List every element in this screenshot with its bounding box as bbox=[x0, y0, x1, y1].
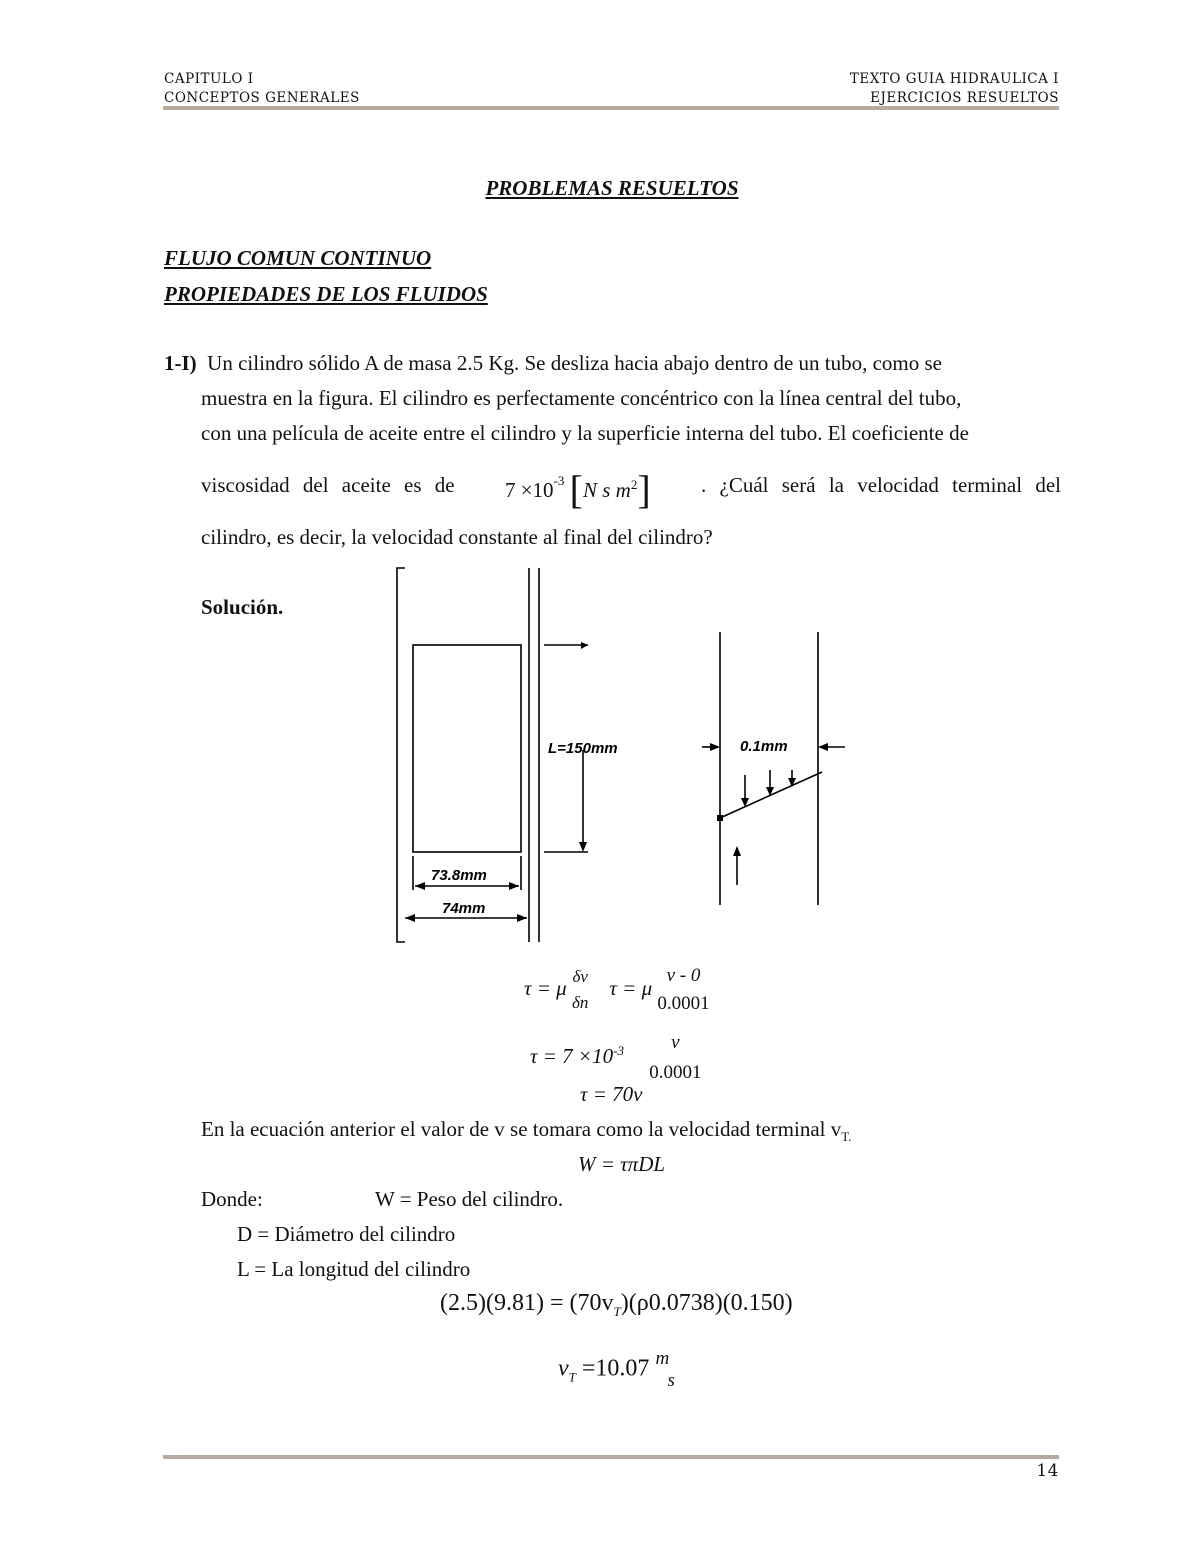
header-right bbox=[850, 70, 1059, 108]
eq6-den: s bbox=[667, 1370, 675, 1391]
viscosity-unit: N s m bbox=[582, 478, 631, 502]
equation-simplified: τ = 70v bbox=[580, 1082, 643, 1106]
footer-rule bbox=[163, 1455, 1059, 1459]
eq5-sub: T bbox=[613, 1303, 621, 1319]
length-top-arrowhead bbox=[581, 642, 588, 649]
velocity-profile-line bbox=[720, 772, 822, 818]
header-chapter: CAPITULO I bbox=[164, 71, 254, 87]
viscosity-value: 7 ×10 bbox=[504, 478, 554, 502]
problem-line-1: Un cilindro sólido A de masa 2.5 Kg. Se desliza hacia abajo dentro de un tubo, como se bbox=[207, 351, 943, 375]
eq2-num: v bbox=[671, 1032, 680, 1053]
outer-diameter-label: 74mm bbox=[442, 900, 486, 917]
problem-line-5: cilindro, es decir, la velocidad constante al final del cilindro? bbox=[201, 525, 713, 549]
eq1-num: δv bbox=[572, 967, 588, 986]
problem-statement bbox=[164, 346, 1064, 451]
eq6-v: v bbox=[558, 1355, 569, 1382]
length-label: L=150mm bbox=[548, 740, 618, 757]
definition-donde: Donde: bbox=[201, 1187, 263, 1211]
eq1-right: τ = μ bbox=[609, 975, 653, 1000]
eq1-r-num: v - 0 bbox=[666, 965, 701, 986]
header-rule bbox=[163, 106, 1059, 110]
header-book: TEXTO GUIA HIDRAULICA I bbox=[849, 71, 1059, 87]
equation-weight: W = τπDL bbox=[578, 1152, 666, 1176]
definition-length: L = La longitud del cilindro bbox=[237, 1257, 471, 1281]
header-topic: CONCEPTOS GENERALES bbox=[164, 90, 360, 106]
viscosity-expression: $7 \times 10^{-3}$ [N s $m^2$] bbox=[504, 467, 651, 512]
eq6-num: m bbox=[655, 1348, 670, 1369]
equation-balance bbox=[440, 1290, 793, 1320]
equation-result bbox=[558, 1348, 675, 1392]
inner-diameter-label: 73.8mm bbox=[431, 867, 487, 884]
equation-shear-stress bbox=[524, 962, 710, 1018]
length-bottom-arrowhead bbox=[579, 842, 587, 852]
section-heading-flow: FLUJO COMUN CONTINUO bbox=[164, 246, 432, 270]
definition-diameter: D = Diámetro del cilindro bbox=[237, 1222, 456, 1246]
eq6-sub: T bbox=[568, 1369, 576, 1385]
page-number: 14 bbox=[1036, 1461, 1059, 1481]
cylinder-body bbox=[413, 645, 521, 852]
eq2-den: 0.0001 bbox=[649, 1062, 702, 1083]
terminal-velocity-sub: T. bbox=[841, 1129, 852, 1145]
header-section: EJERCICIOS RESUELTOS bbox=[870, 90, 1059, 106]
problem-line-4b: . ¿Cuál será la velocidad terminal del bbox=[701, 473, 1061, 497]
viscosity-exp: -3 bbox=[553, 473, 565, 488]
eq6-value: =10.07 bbox=[581, 1355, 650, 1382]
eq1-left: τ = μ bbox=[524, 975, 567, 1000]
eq1-den: δn bbox=[571, 993, 589, 1012]
eq5: (2.5)(9.81) = (70v bbox=[440, 1290, 614, 1316]
eq2-exp: -3 bbox=[613, 1042, 624, 1058]
header-left bbox=[164, 70, 360, 108]
equation-substituted bbox=[530, 1028, 701, 1088]
gap-label: 0.1mm bbox=[740, 738, 788, 755]
solution-label: Solución. bbox=[201, 595, 284, 619]
definition-weight: W = Peso del cilindro. bbox=[375, 1187, 564, 1211]
eq5-rest: )(ρ0.0738)(0.150) bbox=[620, 1290, 793, 1316]
page-title: PROBLEMAS RESUELTOS bbox=[485, 176, 739, 200]
problem-line-4a: viscosidad del aceite es de bbox=[201, 473, 455, 497]
viscosity-unit-exp: 2 bbox=[630, 477, 638, 492]
problem-line-4 bbox=[201, 468, 1061, 510]
eq1-r-den: 0.0001 bbox=[657, 993, 710, 1014]
problem-number: 1-I) bbox=[164, 351, 197, 375]
section-heading-properties: PROPIEDADES DE LOS FLUIDOS bbox=[164, 282, 488, 306]
cylinder-figure bbox=[380, 560, 860, 950]
eq2: τ = 7 ×10 bbox=[530, 1043, 614, 1068]
problem-line-2: muestra en la figura. El cilindro es perfectamente concéntrico con la línea central del tubo, bbox=[201, 386, 962, 410]
terminal-velocity-sentence: En la ecuación anterior el valor de v se tomara como la velocidad terminal v bbox=[201, 1117, 842, 1141]
terminal-velocity-text bbox=[201, 1112, 851, 1154]
wall-contact-point bbox=[717, 815, 723, 821]
problem-line-3: con una película de aceite entre el cilindro y la superficie interna del tubo. El coeficiente de bbox=[201, 421, 969, 445]
tube-left-wall bbox=[397, 568, 405, 942]
